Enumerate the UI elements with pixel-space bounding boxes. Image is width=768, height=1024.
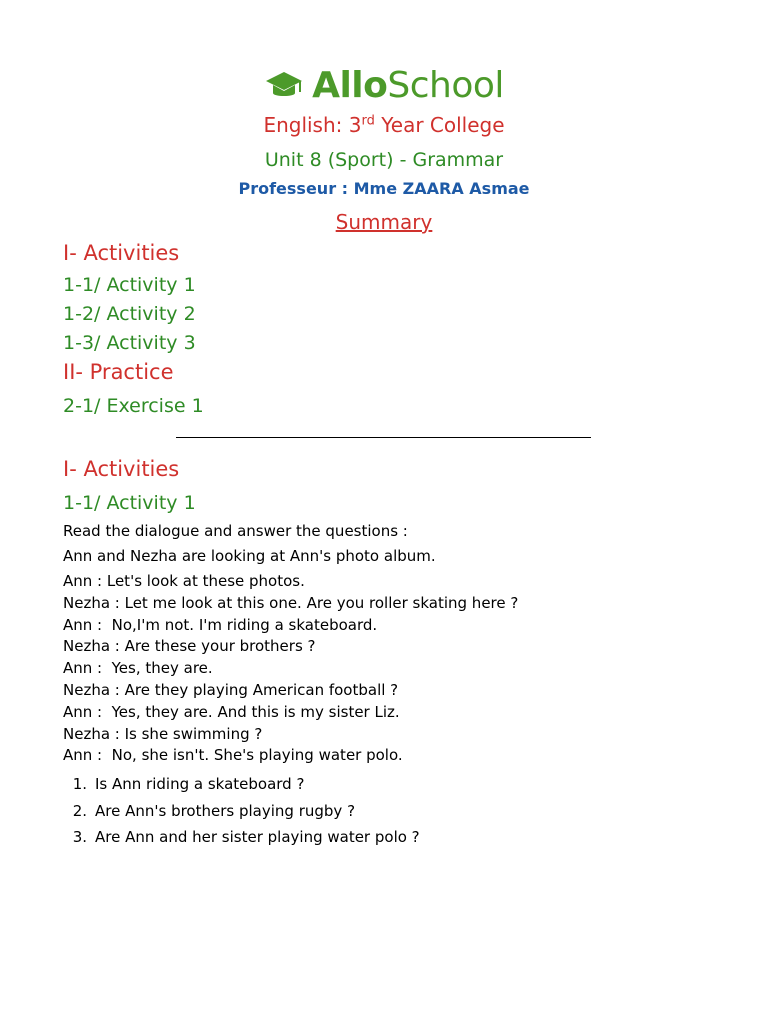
- question-number: 2.: [72, 801, 87, 820]
- course-title: [0, 112, 768, 138]
- question-number: 1.: [72, 775, 87, 794]
- question-list: [63, 771, 420, 851]
- dialogue-line: Ann : Yes, they are.: [63, 659, 213, 678]
- dialogue-line: Nezha : Are they playing American football ?: [63, 680, 399, 699]
- dialogue-line: Ann : No, she isn't. She's playing water polo.: [63, 746, 403, 765]
- summary-heading: Summary: [335, 210, 433, 234]
- dialogue-line: Ann : No,I'm not. I'm riding a skateboard.: [63, 615, 378, 634]
- unit-title: Unit 8 (Sport) - Grammar: [264, 149, 504, 171]
- question-text: Are Ann's brothers playing rugby ?: [95, 801, 356, 820]
- question-item: [63, 824, 420, 851]
- dialogue: [63, 571, 518, 767]
- dialogue-line: Nezha : Are these your brothers ?: [63, 637, 316, 656]
- section-heading-activities: I- Activities: [63, 457, 180, 481]
- context-text: Ann and Nezha are looking at Ann's photo album.: [63, 547, 436, 565]
- instruction-text: Read the dialogue and answer the questions :: [63, 522, 408, 540]
- question-item: [63, 798, 420, 825]
- toc-item-activity-1[interactable]: 1-1/ Activity 1: [63, 274, 196, 296]
- dialogue-line: Nezha : Is she swimming ?: [63, 724, 263, 743]
- graduation-cap-icon: [264, 68, 304, 104]
- question-text: Are Ann and her sister playing water polo ?: [95, 828, 420, 847]
- question-number: 3.: [72, 828, 87, 847]
- logo-wordmark: [312, 66, 504, 106]
- course-title-prefix: English: 3: [263, 113, 362, 137]
- professor-name: Professeur : Mme ZAARA Asmae: [238, 179, 530, 198]
- alloschool-logo[interactable]: [0, 66, 768, 106]
- question-text: Is Ann riding a skateboard ?: [95, 775, 305, 794]
- course-title-ordinal: rd: [361, 113, 375, 129]
- section-divider: [176, 437, 591, 438]
- toc-item-exercise-1[interactable]: 2-1/ Exercise 1: [63, 395, 204, 417]
- logo-wordmark-regular: School: [387, 65, 504, 106]
- dialogue-line: Ann : Let's look at these photos.: [63, 572, 305, 590]
- toc-item-activity-2[interactable]: 1-2/ Activity 2: [63, 303, 196, 325]
- toc-item-activity-3[interactable]: 1-3/ Activity 3: [63, 332, 196, 354]
- course-title-suffix: Year College: [374, 113, 505, 137]
- toc-item-practice[interactable]: II- Practice: [63, 360, 174, 384]
- dialogue-line: Nezha : Let me look at this one. Are you roller skating here ?: [63, 593, 519, 612]
- logo-wordmark-bold: Allo: [312, 65, 388, 106]
- dialogue-line: Ann : Yes, they are. And this is my sister Liz.: [63, 702, 400, 721]
- toc-item-activities[interactable]: I- Activities: [63, 241, 180, 265]
- question-item: [63, 771, 420, 798]
- activity-heading: 1-1/ Activity 1: [63, 492, 196, 514]
